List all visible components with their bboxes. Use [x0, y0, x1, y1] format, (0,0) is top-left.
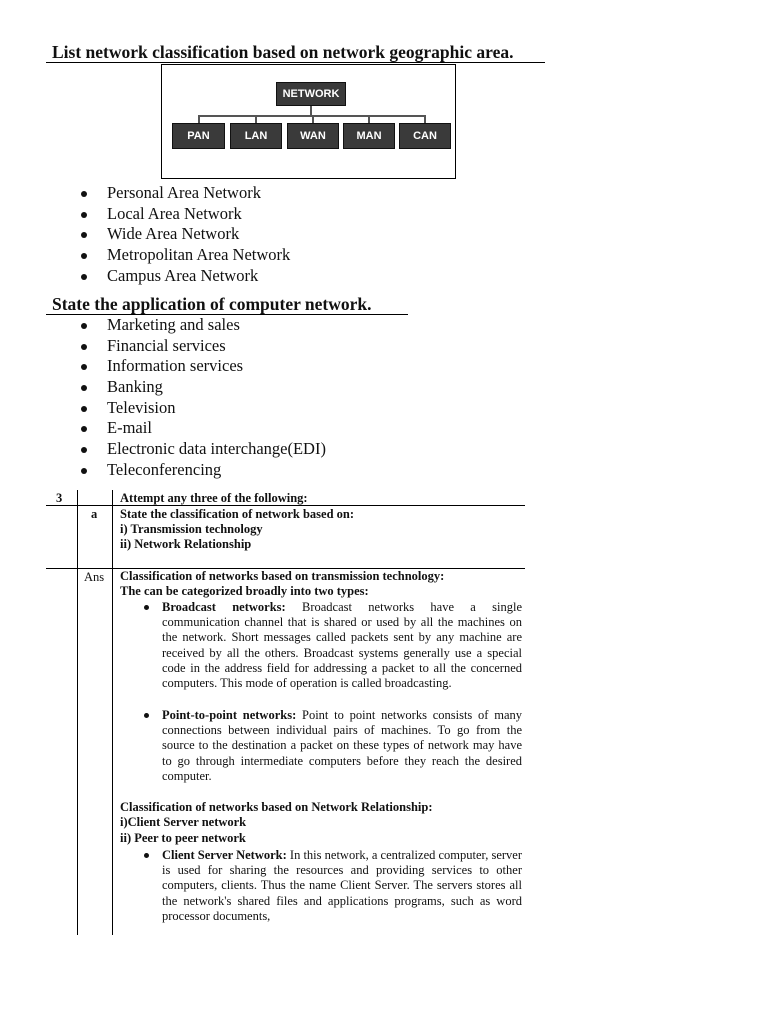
- list-item: Metropolitan Area Network: [81, 245, 290, 266]
- sub-question-item: ii) Network Relationship: [120, 537, 252, 551]
- client-server-text: In this network, a centralized computer, server is used for sharing the resources and providing services to other computers, clients. Thus the name Client Server. The servers stores all the network's shared files and applications programs, such as word processor documents,: [162, 848, 522, 923]
- question-heading: Attempt any three of the following:: [120, 491, 308, 505]
- p2p-text: Point to point networks consists of many connections between individual pairs of machines. To go from the source to the destination a packet on these types of network may have to go through intermediate computers before they reach the desired computer.: [162, 708, 522, 783]
- diagram-connector: [424, 115, 426, 123]
- list-item: Personal Area Network: [81, 183, 290, 204]
- diagram-connector: [255, 115, 257, 123]
- broadcast-text: Broadcast networks have a single communication channel that is shared or used by all the machines on the network. Short messages called packets sent by any machine are received by all the others. Broadcast systems generally use a special code in the address field for addressing a packet to all the concerned computers. This mode of operation is called broadcasting.: [162, 600, 522, 691]
- diagram-connector: [368, 115, 370, 123]
- diagram-connector: [310, 106, 312, 115]
- relationship-item: ii) Peer to peer network: [120, 831, 246, 845]
- list-item: Local Area Network: [81, 204, 290, 225]
- sub-question-item: i) Transmission technology: [120, 522, 263, 536]
- point-to-point-paragraph: [162, 708, 522, 784]
- sub-question-text: State the classification of network based on:: [120, 507, 355, 521]
- diagram-node-pan: PAN: [172, 123, 225, 149]
- list-item: Electronic data interchange(EDI): [81, 439, 326, 460]
- list-item: Television: [81, 398, 326, 419]
- answer-label: Ans: [84, 570, 105, 584]
- list-item: Wide Area Network: [81, 224, 290, 245]
- client-server-paragraph: [162, 848, 522, 926]
- network-types-list: [81, 183, 290, 286]
- diagram-node-man: MAN: [343, 123, 395, 149]
- broadcast-label: Broadcast networks:: [162, 600, 286, 614]
- p2p-label: Point-to-point networks:: [162, 708, 297, 722]
- broadcast-networks-paragraph: [162, 600, 522, 691]
- diagram-node-can: CAN: [399, 123, 451, 149]
- list-item: E-mail: [81, 418, 326, 439]
- section-title-network-classification: List network classification based on network geographic area.: [52, 42, 514, 62]
- bullet-icon: [144, 713, 149, 718]
- bullet-icon: [144, 605, 149, 610]
- answer-intro: The can be categorized broadly into two types:: [120, 584, 369, 598]
- diagram-node-wan: WAN: [287, 123, 339, 149]
- answer-heading-transmission: Classification of networks based on transmission technology:: [120, 569, 445, 583]
- applications-list: [81, 315, 326, 481]
- list-item: Financial services: [81, 336, 326, 357]
- answer-heading-relationship: Classification of networks based on Network Relationship:: [120, 800, 433, 814]
- table-column-rule: [77, 490, 78, 935]
- list-item: Information services: [81, 356, 326, 377]
- diagram-node-lan: LAN: [230, 123, 282, 149]
- relationship-item: i)Client Server network: [120, 815, 247, 829]
- diagram-connector: [198, 115, 200, 123]
- list-item: Banking: [81, 377, 326, 398]
- diagram-root-node: NETWORK: [276, 82, 346, 106]
- client-server-label: Client Server Network:: [162, 848, 287, 862]
- network-classification-diagram: [161, 64, 456, 179]
- sub-question-letter: a: [91, 507, 98, 521]
- list-item: Campus Area Network: [81, 266, 290, 287]
- table-column-rule: [112, 490, 113, 935]
- section-title-applications: State the application of computer network.: [52, 294, 372, 314]
- diagram-connector: [312, 115, 314, 123]
- list-item: Teleconferencing: [81, 460, 326, 481]
- bullet-icon: [144, 853, 149, 858]
- question-number: 3: [56, 491, 63, 505]
- heading-underline: [46, 62, 545, 63]
- list-item: Marketing and sales: [81, 315, 326, 336]
